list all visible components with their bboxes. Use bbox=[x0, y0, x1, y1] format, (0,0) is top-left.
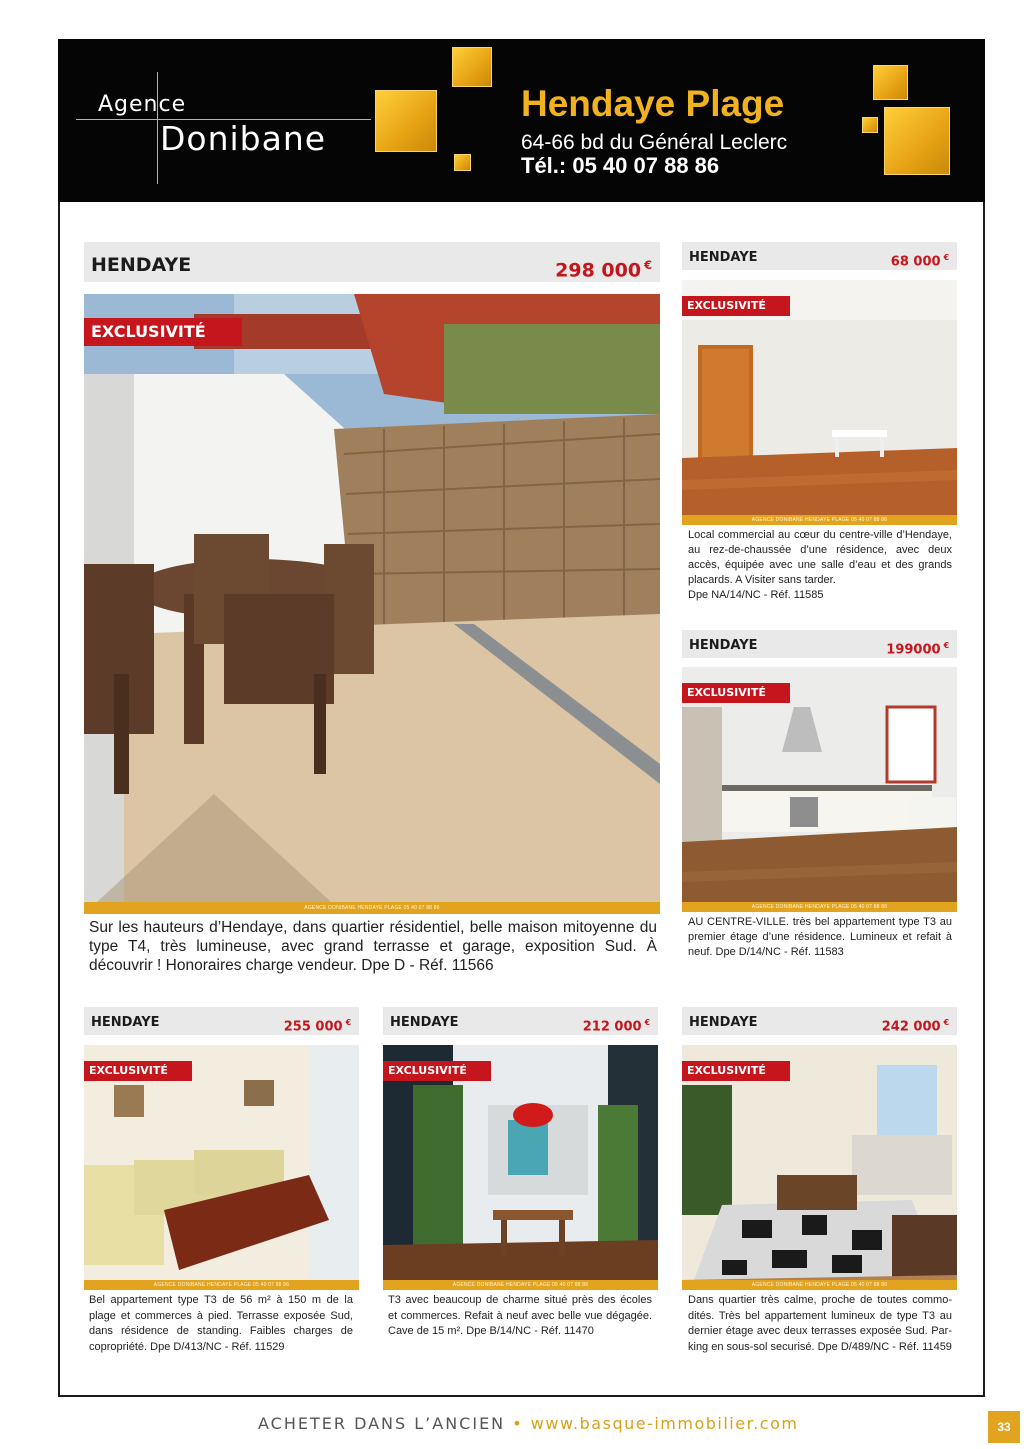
photo-caption-strip: AGENCE DONIBANE HENDAYE PLAGE 05 40 07 88 86 bbox=[84, 902, 660, 914]
footer-website-link[interactable]: www.basque-immobilier.com bbox=[530, 1414, 799, 1433]
terrace-photo bbox=[84, 294, 660, 914]
listing-description-2 bbox=[688, 528, 952, 603]
listing-photo-5[interactable] bbox=[383, 1045, 658, 1290]
logo-agence-text: Agence bbox=[98, 92, 187, 117]
listing-description-ref: Dpe NA/14/NC - Réf. 11585 bbox=[688, 589, 824, 601]
listing-photo-1[interactable] bbox=[84, 294, 660, 914]
listing-description-3: AU CENTRE-VILLE. très bel appartement type T3 au premier étage d’une résidence. Lumineux et refait à neuf. Dpe D/14/NC - Réf. 11583 bbox=[688, 916, 952, 958]
logo-donibane-text: Donibane bbox=[160, 119, 327, 158]
agency-header bbox=[58, 39, 985, 202]
logo-square-top-right bbox=[873, 65, 908, 100]
listing-price: 212 000 € bbox=[582, 1018, 650, 1035]
photo-caption-strip: AGENCE DONIBANE HENDAYE PLAGE 05 40 07 88 86 bbox=[682, 515, 957, 525]
living-room-photo bbox=[84, 1045, 359, 1290]
listing-city: HENDAYE bbox=[689, 1015, 758, 1030]
listing-header-3 bbox=[682, 630, 957, 658]
exclusivity-badge: EXCLUSIVITÉ bbox=[682, 683, 790, 703]
logo-square-small-left bbox=[454, 154, 471, 171]
logo-square-tiny-right bbox=[862, 117, 878, 133]
listing-photo-4[interactable] bbox=[84, 1045, 359, 1290]
office-address: 64-66 bd du Général Leclerc bbox=[521, 131, 788, 154]
photo-caption-strip: AGENCE DONIBANE HENDAYE PLAGE 05 40 07 88 86 bbox=[682, 902, 957, 912]
logo-square-large-left bbox=[375, 90, 437, 152]
listing-header-6 bbox=[682, 1007, 957, 1035]
listing-photo-2[interactable] bbox=[682, 280, 957, 525]
listing-description-6: Dans quartier très calme, proche de toutes commodités. Très bel appartement lumineux de type T3 au dernier étage avec deux terrasses exposée Sud. Parking en sous-sol securisé. Dpe D/489/NC - Réf. 11459 bbox=[688, 1294, 952, 1353]
listing-city: HENDAYE bbox=[689, 638, 758, 653]
footer-separator: • bbox=[512, 1414, 524, 1433]
exclusivity-badge: EXCLUSIVITÉ bbox=[84, 1061, 192, 1081]
exclusivity-badge: EXCLUSIVITÉ bbox=[682, 296, 790, 316]
kitchen-photo bbox=[682, 667, 957, 912]
listing-price: 199000 € bbox=[886, 641, 949, 658]
photo-caption-strip: AGENCE DONIBANE HENDAYE PLAGE 05 40 07 88 86 bbox=[383, 1280, 658, 1290]
listing-city: HENDAYE bbox=[689, 250, 758, 265]
photo-caption-strip: AGENCE DONIBANE HENDAYE PLAGE 05 40 07 88 86 bbox=[84, 1280, 359, 1290]
listing-price: 255 000 € bbox=[283, 1018, 351, 1035]
listing-header-1 bbox=[84, 242, 660, 282]
logo-rule-vertical bbox=[157, 72, 158, 184]
listing-price: 242 000 € bbox=[881, 1018, 949, 1035]
logo-square-large-right bbox=[884, 107, 950, 175]
listing-city: HENDAYE bbox=[390, 1015, 459, 1030]
open-kitchen-photo bbox=[383, 1045, 658, 1290]
listing-price: 298 000 € bbox=[555, 258, 652, 282]
listing-photo-6[interactable] bbox=[682, 1045, 957, 1290]
footer-section-title: ACHETER DANS L’ANCIEN bbox=[258, 1414, 506, 1433]
exclusivity-badge: EXCLUSIVITÉ bbox=[84, 318, 242, 346]
empty-room-photo bbox=[682, 280, 957, 525]
listing-description-5: T3 avec beaucoup de charme situé près des écoles et commerces. Refait à neuf avec belle vue dégagée. Cave de 15 m². Dpe B/14/NC - Réf. 11470 bbox=[388, 1294, 652, 1337]
listing-city: HENDAYE bbox=[91, 254, 192, 276]
page-footer bbox=[258, 1414, 798, 1433]
office-title: Hendaye Plage bbox=[521, 83, 785, 124]
listing-description-4: Bel appartement type T3 de 56 m² à 150 m de la plage et commerces à pied. Terrasse exposée Sud, dans résidence de standing. Faibles charges de copropriété. Dpe D/413/NC - Réf. 11529 bbox=[89, 1294, 353, 1353]
listing-price: 68 000 € bbox=[890, 253, 949, 270]
office-phone: Tél.: 05 40 07 88 86 bbox=[521, 153, 720, 178]
logo-square-top bbox=[452, 47, 492, 87]
listing-header-2 bbox=[682, 242, 957, 270]
lounge-photo bbox=[682, 1045, 957, 1290]
page-number: 33 bbox=[988, 1411, 1020, 1443]
listing-description-text: Local commercial au cœur du centre-ville d’Hendaye, au rez-de-chaussée d’une résidence, avec deux accès, équipée avec une salle d’eau et des grands placards. A Visiter sans tarder. bbox=[688, 529, 952, 586]
listing-header-5 bbox=[383, 1007, 658, 1035]
listing-photo-3[interactable] bbox=[682, 667, 957, 912]
listing-city: HENDAYE bbox=[91, 1015, 160, 1030]
photo-caption-strip: AGENCE DONIBANE HENDAYE PLAGE 05 40 07 88 86 bbox=[682, 1280, 957, 1290]
listing-description-1: Sur les hauteurs d’Hendaye, dans quartier résidentiel, belle maison mitoyenne du type T4, très lumineuse, avec grand terrasse et garage, exposition Sud. À découvrir ! Honoraires charge vendeur. Dpe D - Réf. 11566 bbox=[89, 919, 657, 974]
exclusivity-badge: EXCLUSIVITÉ bbox=[682, 1061, 790, 1081]
exclusivity-badge: EXCLUSIVITÉ bbox=[383, 1061, 491, 1081]
listing-header-4 bbox=[84, 1007, 359, 1035]
